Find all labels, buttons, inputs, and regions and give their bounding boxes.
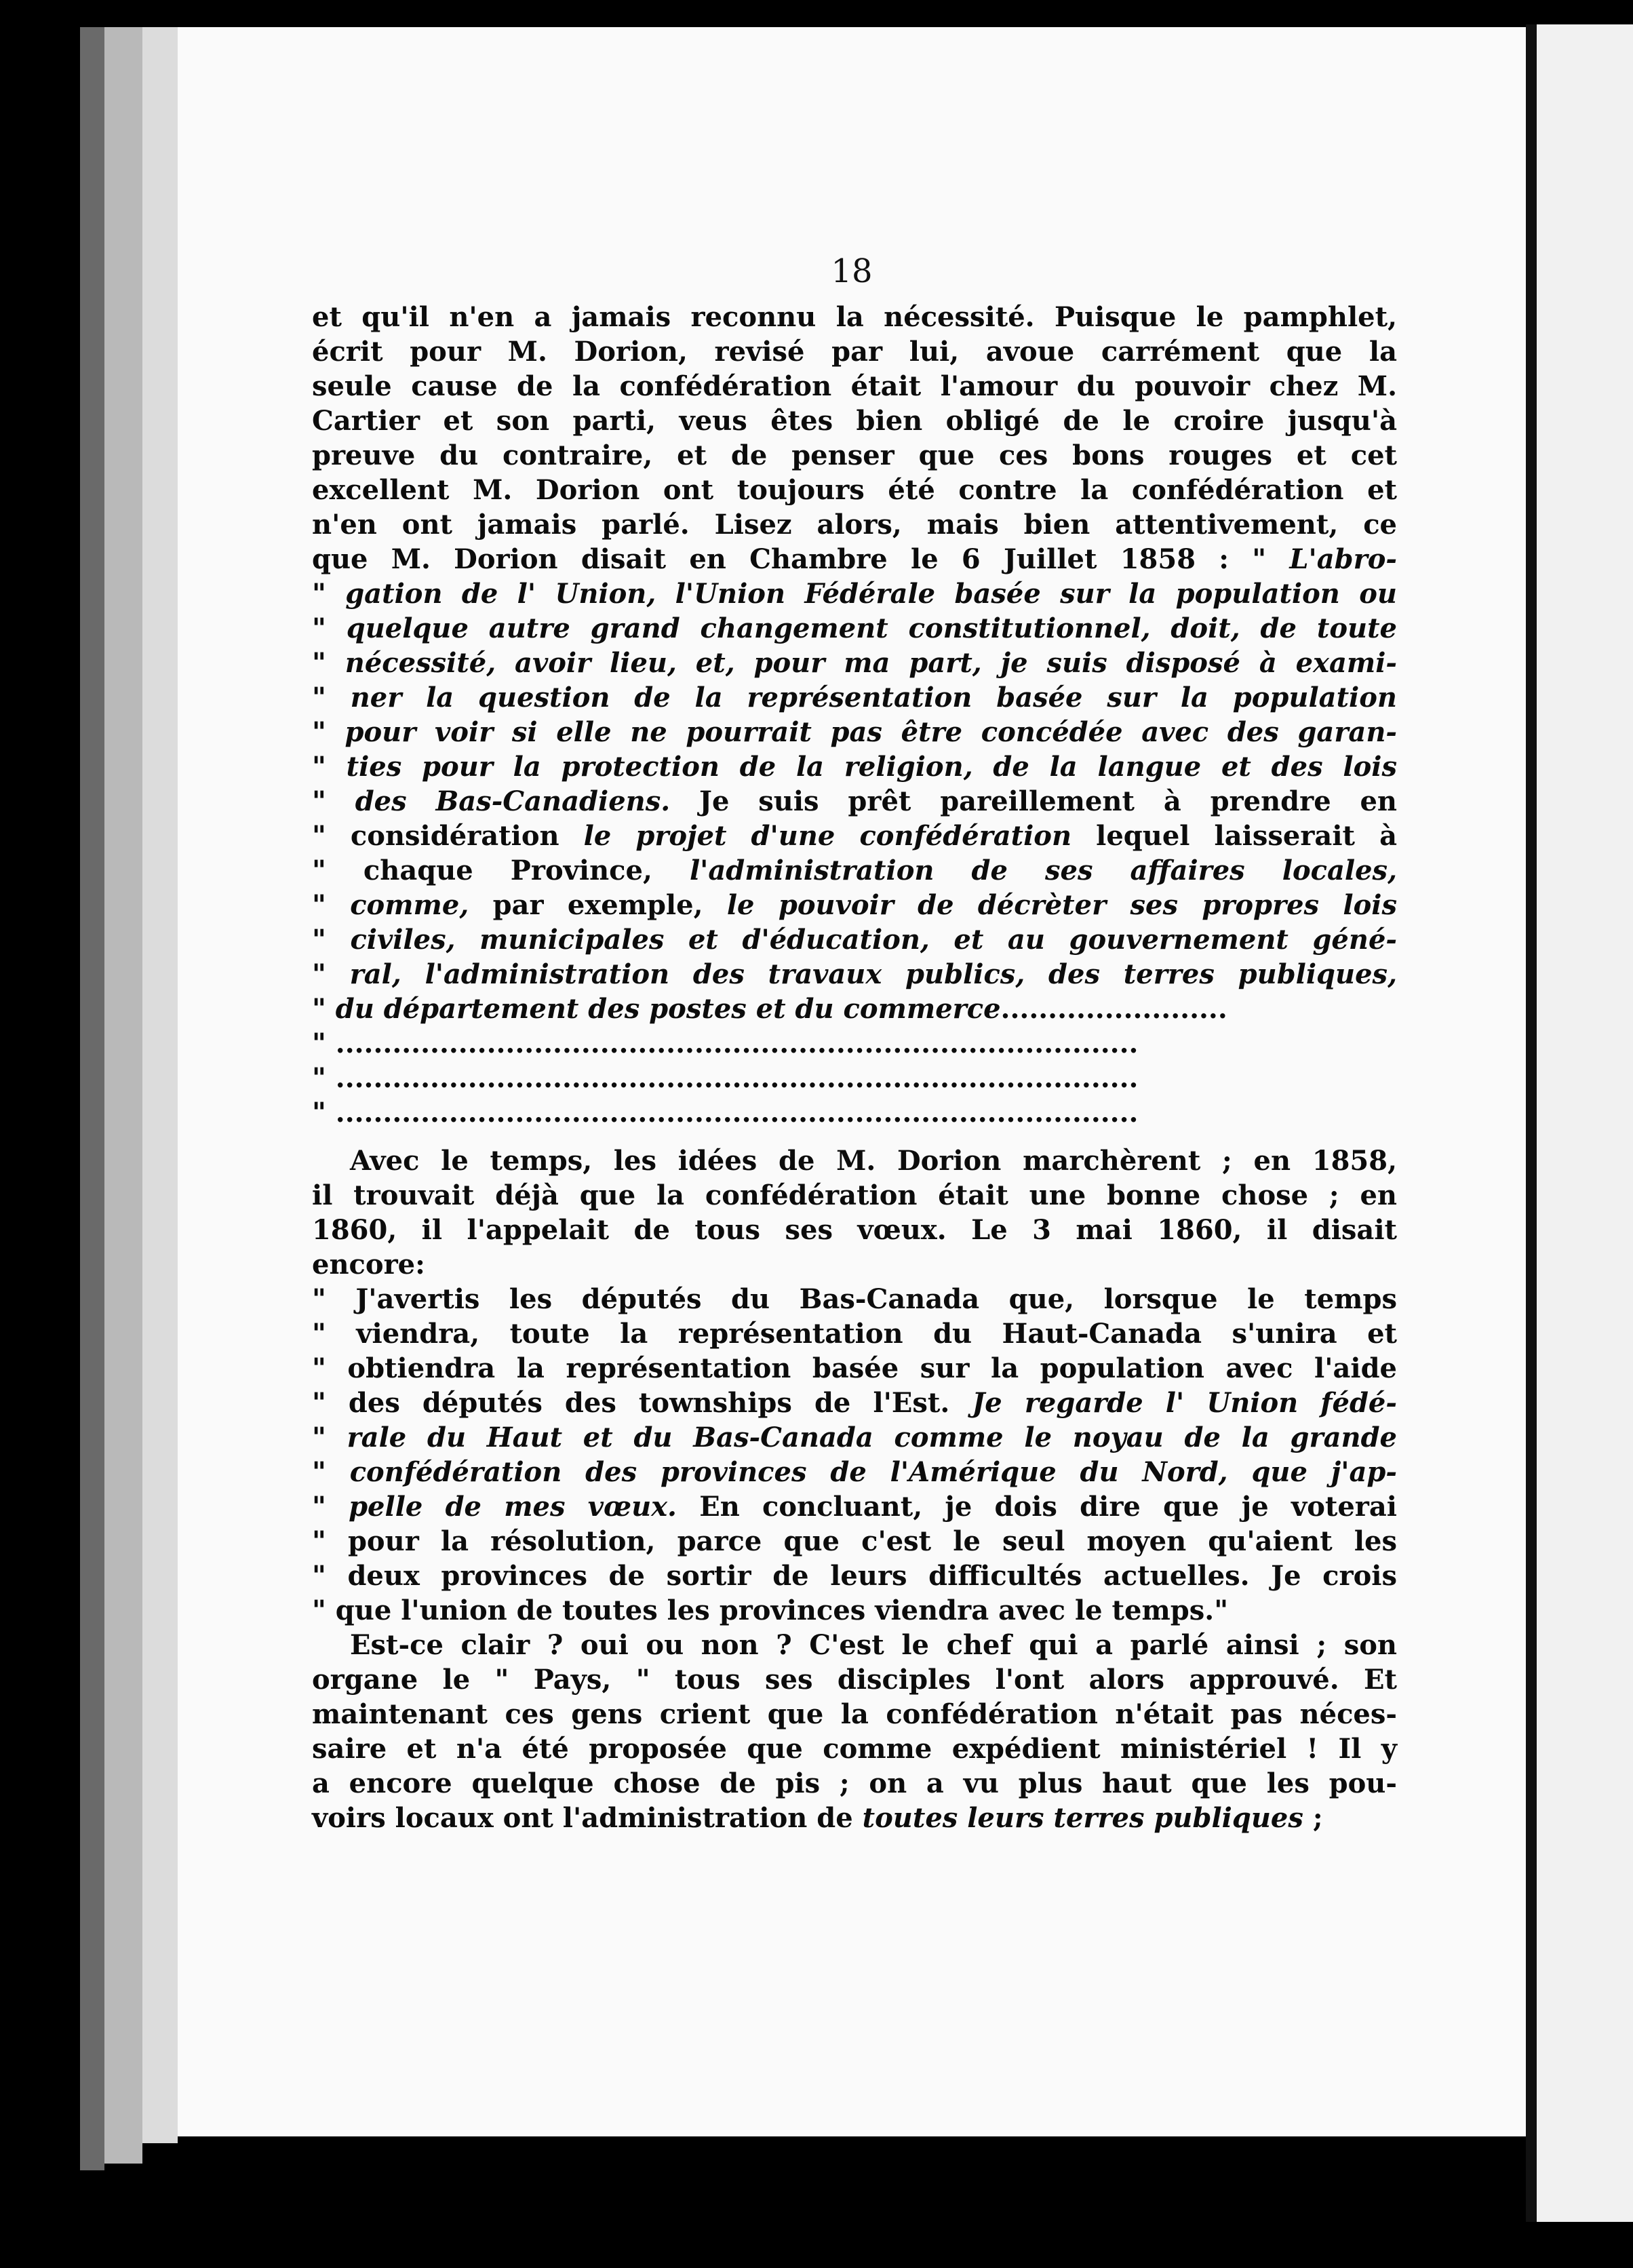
book-edge-left [80, 27, 104, 2170]
text-span: " [312, 647, 345, 679]
italic-span: comme, [350, 889, 469, 921]
text-span: n'en ont jamais parlé. Lisez alors, mais bien attentivement, ce [312, 509, 1397, 541]
text-line [312, 542, 1397, 576]
text-line [312, 1420, 1397, 1455]
text-span: par exemple, [469, 889, 727, 921]
text-line [312, 1061, 1397, 1095]
italic-span: Je regarde l' Union fédé- [972, 1387, 1397, 1419]
text-span: " [312, 1456, 350, 1488]
text-span: seule cause de la confédération était l'amour du pouvoir chez M. [312, 370, 1397, 402]
text-span: voirs locaux ont l'administration de [312, 1802, 863, 1834]
italic-span: le projet d'une confédération [583, 820, 1072, 852]
text-line [312, 1095, 1397, 1130]
text-line [312, 404, 1397, 438]
text-line [312, 1662, 1397, 1697]
text-line [312, 438, 1397, 473]
text-span: Je suis prêt pareillement à prendre en [670, 785, 1398, 817]
book-edge-left-page-stack [142, 27, 178, 2143]
text-span: " [312, 889, 351, 921]
body-text [312, 300, 1397, 1835]
text-span: saire et n'a été proposée que comme expédient ministériel ! Il y [312, 1733, 1397, 1765]
text-span: " [312, 993, 336, 1025]
text-line [312, 1559, 1397, 1593]
text-span: " [312, 612, 347, 644]
text-span: a encore quelque chose de pis ; on a vu plus haut que les pou- [312, 1767, 1397, 1799]
italic-span: des Bas-Canadiens. [355, 785, 671, 817]
text-span: lequel laisserait à [1071, 820, 1397, 852]
paragraph-gap [312, 1130, 1397, 1143]
text-line [312, 1178, 1397, 1213]
text-span: organe le " Pays, " tous ses disciples l'ont alors approuvé. Et [312, 1664, 1397, 1696]
text-span: " [312, 958, 350, 990]
italic-span: quelque autre grand changement constitutionnel, doit, de toute [346, 612, 1398, 644]
text-span: Est-ce clair ? oui ou non ? C'est le chef qui a parlé ainsi ; son [350, 1629, 1397, 1661]
italic-span: nécessité, avoir lieu, et, pour ma part, je suis disposé à exami- [345, 647, 1397, 679]
text-line [312, 576, 1397, 611]
text-span: et qu'il n'en a jamais reconnu la nécessité. Puisque le pamphlet, [312, 301, 1397, 333]
text-line [312, 1455, 1397, 1489]
text-line [312, 1351, 1397, 1386]
text-span: " [312, 1422, 347, 1453]
text-line [312, 1766, 1397, 1801]
text-line [312, 715, 1397, 749]
text-line [312, 1247, 1397, 1282]
text-line [312, 992, 1397, 1026]
text-span: " obtiendra la représentation basée sur la population avec l'aide [312, 1352, 1397, 1384]
text-line [312, 888, 1397, 922]
text-line [312, 611, 1397, 646]
text-span: " [312, 1491, 349, 1523]
text-line [312, 1628, 1397, 1662]
text-span: 1860, il l'appelait de tous ses vœux. Le 3 mai 1860, il disait [312, 1214, 1397, 1246]
text-span: maintenant ces gens crient que la confédération n'était pas néces- [312, 1698, 1397, 1730]
italic-span: ner la question de la représentation basée sur la population [350, 682, 1397, 713]
text-span: écrit pour M. Dorion, revisé par lui, avoue carrément que la [312, 336, 1397, 368]
text-span: " des députés des townships de l'Est. [312, 1387, 972, 1419]
text-line [312, 1213, 1397, 1247]
text-span: ; [1303, 1802, 1323, 1834]
text-span: En concluant, je dois dire que je voterai [676, 1491, 1397, 1523]
italic-span: rale du Haut et du Bas-Canada comme le noyau de la grande [347, 1422, 1397, 1453]
text-line [312, 1386, 1397, 1420]
italic-span: ral, l'administration des travaux publics, des terres publiques, [349, 958, 1398, 990]
italic-span: L'abro- [1289, 543, 1397, 575]
text-span: " viendra, toute la représentation du Haut-Canada s'unira et [312, 1318, 1397, 1350]
text-span: " [312, 578, 346, 610]
text-line [312, 819, 1397, 853]
text-line [312, 1316, 1397, 1351]
text-span: Cartier et son parti, veus êtes bien obligé de le croire jusqu'à [312, 405, 1397, 437]
text-span: " [312, 924, 351, 956]
text-line [312, 646, 1397, 680]
italic-span: gation de l' Union, l'Union Fédérale basée sur la population ou [345, 578, 1398, 610]
paragraph [312, 300, 1397, 1130]
text-line [312, 680, 1397, 715]
text-span: " ..................................................................................... [312, 1097, 1139, 1129]
text-line [312, 749, 1397, 784]
text-span: " considération [312, 820, 584, 852]
italic-span: le pouvoir de décrèter ses propres lois [726, 889, 1398, 921]
text-line [312, 957, 1397, 992]
text-span: " que l'union de toutes les provinces viendra avec le temps." [312, 1595, 1229, 1626]
italic-span: pour voir si elle ne pourrait pas être concédée avec des garan- [345, 716, 1398, 748]
text-line [312, 507, 1397, 542]
text-line [312, 922, 1397, 957]
text-span: il trouvait déjà que la confédération était une bonne chose ; en [312, 1179, 1397, 1211]
text-line [312, 784, 1397, 819]
text-span: encore: [312, 1249, 425, 1280]
text-span: " J'avertis les députés du Bas-Canada que, lorsque le temps [312, 1283, 1397, 1315]
text-span: " pour la résolution, parce que c'est le seul moyen qu'aient les [312, 1525, 1397, 1557]
text-span: excellent M. Dorion ont toujours été contre la confédération et [312, 474, 1397, 506]
book-edge-left-inner [104, 27, 142, 2164]
italic-span: confédération des provinces de l'Amérique du Nord, que j'ap- [349, 1456, 1397, 1488]
page-number: 18 [831, 252, 873, 290]
italic-span: l'administration de ses affaires locales, [689, 855, 1397, 886]
text-line [312, 1282, 1397, 1316]
text-span: " ..................................................................................... [312, 1062, 1139, 1094]
text-line [312, 1593, 1397, 1628]
text-span: " chaque Province, [312, 855, 690, 886]
text-line [312, 1143, 1397, 1178]
text-span: ........................ [1000, 993, 1227, 1025]
text-line [312, 1026, 1397, 1061]
text-span: " deux provinces de sortir de leurs difficultés actuelles. Je crois [312, 1560, 1397, 1592]
paragraph [312, 1628, 1397, 1835]
text-line [312, 1697, 1397, 1732]
italic-span: du département des postes et du commerce [335, 993, 1001, 1025]
text-span: " [312, 751, 347, 783]
italic-span: toutes leurs terres publiques [862, 1802, 1303, 1834]
text-span: Avec le temps, les idées de M. Dorion marchèrent ; en 1858, [350, 1145, 1397, 1177]
text-line [312, 1732, 1397, 1766]
italic-span: ties pour la protection de la religion, de la langue et des lois [346, 751, 1397, 783]
text-span: que M. Dorion disait en Chambre le 6 Juillet 1858 : " [312, 543, 1290, 575]
text-span: " ..................................................................................... [312, 1028, 1139, 1059]
paragraph [312, 1143, 1397, 1628]
text-span: " [312, 716, 345, 748]
text-span: preuve du contraire, et de penser que ces bons rouges et cet [312, 439, 1397, 471]
text-line [312, 1801, 1397, 1835]
text-span: " [312, 682, 351, 713]
text-line [312, 473, 1397, 507]
italic-span: pelle de mes vœux. [349, 1491, 677, 1523]
text-line [312, 369, 1397, 404]
text-line [312, 1524, 1397, 1559]
text-line [312, 300, 1397, 334]
text-line [312, 334, 1397, 369]
italic-span: civiles, municipales et d'éducation, et au gouvernement géné- [350, 924, 1398, 956]
text-line [312, 1489, 1397, 1524]
text-span: " [312, 785, 355, 817]
text-line [312, 853, 1397, 888]
book-gutter-right [1526, 24, 1537, 2222]
facing-page-edge [1537, 24, 1633, 2222]
